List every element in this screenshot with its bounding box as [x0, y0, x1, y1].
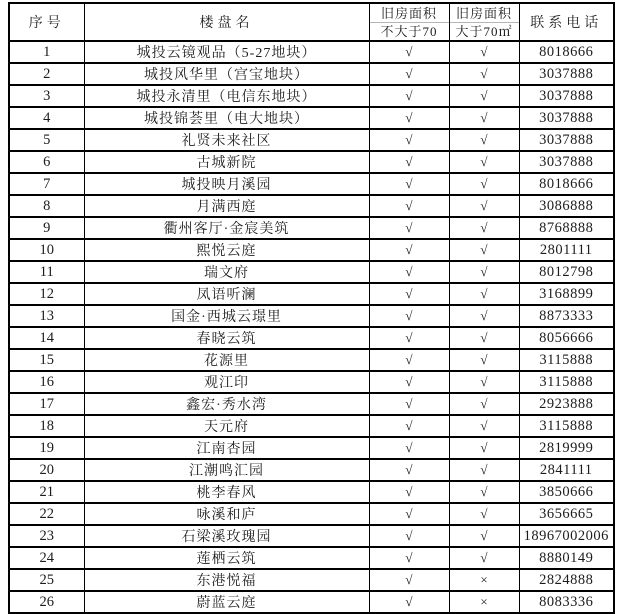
old-area-le70-mark-cell: √: [369, 481, 449, 503]
phone-cell: 3115888: [519, 415, 614, 437]
serial-cell: 6: [9, 151, 84, 173]
phone-cell: 3168899: [519, 283, 614, 305]
phone-cell: 3656665: [519, 503, 614, 525]
old-area-gt70-mark-cell: √: [449, 129, 519, 151]
table-row: [9, 305, 614, 327]
property-name-cell: 城投永清里（电信东地块）: [84, 85, 369, 107]
table-row: [9, 415, 614, 437]
serial-cell: 10: [9, 239, 84, 261]
phone-cell: 8083336: [519, 591, 614, 613]
serial-cell: 13: [9, 305, 84, 327]
serial-cell: 9: [9, 217, 84, 239]
old-area-gt70-mark-cell: √: [449, 239, 519, 261]
property-name-cell: 天元府: [84, 415, 369, 437]
table-row: [9, 547, 614, 569]
old-area-gt70-mark-cell: √: [449, 85, 519, 107]
old-area-gt70-mark-cell: √: [449, 371, 519, 393]
old-area-le70-mark-cell: √: [369, 327, 449, 349]
phone-cell: 3115888: [519, 371, 614, 393]
phone-cell: 8018666: [519, 41, 614, 63]
old-area-le70-mark-cell: √: [369, 459, 449, 481]
old-area-le70-mark-cell: √: [369, 261, 449, 283]
property-name-cell: 桃李春风: [84, 481, 369, 503]
old-area-le70-mark-cell: √: [369, 195, 449, 217]
phone-cell: 2824888: [519, 569, 614, 591]
serial-cell: 3: [9, 85, 84, 107]
old-area-gt70-mark-cell: √: [449, 437, 519, 459]
table-row: [9, 349, 614, 371]
serial-cell: 22: [9, 503, 84, 525]
property-name-cell: 城投锦荟里（电大地块）: [84, 107, 369, 129]
old-area-le70-mark-cell: √: [369, 415, 449, 437]
old-area-le70-mark-cell: √: [369, 591, 449, 613]
table-row: [9, 173, 614, 195]
table-row: [9, 283, 614, 305]
old-area-gt70-mark-cell: √: [449, 547, 519, 569]
old-area-gt70-mark-cell: √: [449, 415, 519, 437]
table-row: [9, 569, 614, 591]
serial-cell: 17: [9, 393, 84, 415]
old-area-gt70-mark-cell: √: [449, 525, 519, 547]
old-area-le70-mark-cell: √: [369, 569, 449, 591]
phone-cell: 2923888: [519, 393, 614, 415]
header-old-area-le70: [369, 3, 449, 41]
phone-cell: 3037888: [519, 63, 614, 85]
old-area-gt70-mark-cell: √: [449, 481, 519, 503]
phone-cell: 18967002006: [519, 525, 614, 547]
property-name-cell: 城投云镜观品（5-27地块）: [84, 41, 369, 63]
old-area-gt70-mark-cell: √: [449, 107, 519, 129]
old-area-gt70-mark-cell: √: [449, 283, 519, 305]
table-row: [9, 327, 614, 349]
serial-cell: 19: [9, 437, 84, 459]
header-old-area-le70-line2: 不大于70: [380, 23, 438, 39]
old-area-gt70-mark-cell: √: [449, 41, 519, 63]
old-area-gt70-mark-cell: √: [449, 459, 519, 481]
serial-cell: 24: [9, 547, 84, 569]
property-name-cell: 礼贤未来社区: [84, 129, 369, 151]
old-area-le70-mark-cell: √: [369, 63, 449, 85]
phone-cell: 3086888: [519, 195, 614, 217]
old-area-le70-mark-cell: √: [369, 349, 449, 371]
table-row: [9, 129, 614, 151]
old-area-le70-mark-cell: √: [369, 107, 449, 129]
old-area-gt70-mark-cell: √: [449, 195, 519, 217]
serial-cell: 2: [9, 63, 84, 85]
property-listing-table: [8, 2, 615, 614]
old-area-le70-mark-cell: √: [369, 437, 449, 459]
property-name-cell: 月满西庭: [84, 195, 369, 217]
serial-cell: 12: [9, 283, 84, 305]
table-row: [9, 591, 614, 613]
header-property-name: 楼盘名: [84, 3, 369, 41]
serial-cell: 8: [9, 195, 84, 217]
old-area-gt70-mark-cell: √: [449, 151, 519, 173]
phone-cell: 3037888: [519, 151, 614, 173]
old-area-gt70-mark-cell: √: [449, 349, 519, 371]
header-row: [9, 3, 614, 41]
table-row: [9, 63, 614, 85]
table-row: [9, 107, 614, 129]
old-area-gt70-mark-cell: √: [449, 393, 519, 415]
property-name-cell: 鑫宏·秀水湾: [84, 393, 369, 415]
table-header: [9, 3, 614, 41]
property-name-cell: 江南杏园: [84, 437, 369, 459]
phone-cell: 8880149: [519, 547, 614, 569]
property-name-cell: 江潮鸣汇园: [84, 459, 369, 481]
old-area-le70-mark-cell: √: [369, 371, 449, 393]
table-row: [9, 437, 614, 459]
serial-cell: 16: [9, 371, 84, 393]
header-old-area-le70-line1: 旧房面积: [370, 5, 449, 23]
old-area-le70-mark-cell: √: [369, 305, 449, 327]
phone-cell: 8012798: [519, 261, 614, 283]
property-name-cell: 莲栖云筑: [84, 547, 369, 569]
old-area-le70-mark-cell: √: [369, 129, 449, 151]
serial-cell: 7: [9, 173, 84, 195]
old-area-gt70-mark-cell: √: [449, 327, 519, 349]
header-old-area-gt70: [449, 3, 519, 41]
old-area-gt70-mark-cell: ×: [449, 591, 519, 613]
property-name-cell: 国金·西城云璟里: [84, 305, 369, 327]
property-name-cell: 花源里: [84, 349, 369, 371]
phone-cell: 3037888: [519, 107, 614, 129]
phone-cell: 3037888: [519, 129, 614, 151]
property-name-cell: 蔚蓝云庭: [84, 591, 369, 613]
table-row: [9, 85, 614, 107]
old-area-le70-mark-cell: √: [369, 239, 449, 261]
property-name-cell: 城投映月溪园: [84, 173, 369, 195]
table-row: [9, 481, 614, 503]
table-row: [9, 239, 614, 261]
phone-cell: 8018666: [519, 173, 614, 195]
phone-cell: 2819999: [519, 437, 614, 459]
property-name-cell: 瑞文府: [84, 261, 369, 283]
serial-cell: 14: [9, 327, 84, 349]
old-area-le70-mark-cell: √: [369, 151, 449, 173]
old-area-le70-mark-cell: √: [369, 217, 449, 239]
phone-cell: 8768888: [519, 217, 614, 239]
old-area-gt70-mark-cell: √: [449, 503, 519, 525]
old-area-le70-mark-cell: √: [369, 503, 449, 525]
serial-cell: 5: [9, 129, 84, 151]
serial-cell: 23: [9, 525, 84, 547]
old-area-gt70-mark-cell: √: [449, 261, 519, 283]
serial-cell: 1: [9, 41, 84, 63]
serial-cell: 25: [9, 569, 84, 591]
property-name-cell: 熙悦云庭: [84, 239, 369, 261]
table-row: [9, 503, 614, 525]
old-area-le70-mark-cell: √: [369, 547, 449, 569]
table-row: [9, 41, 614, 63]
property-name-cell: 咏溪和庐: [84, 503, 369, 525]
property-name-cell: 衢州客厅·金宸美筑: [84, 217, 369, 239]
old-area-gt70-mark-cell: √: [449, 173, 519, 195]
property-name-cell: 观江印: [84, 371, 369, 393]
table-row: [9, 261, 614, 283]
serial-cell: 4: [9, 107, 84, 129]
header-serial: 序号: [9, 3, 84, 41]
table-row: [9, 195, 614, 217]
phone-cell: 3850666: [519, 481, 614, 503]
serial-cell: 26: [9, 591, 84, 613]
old-area-le70-mark-cell: √: [369, 173, 449, 195]
old-area-le70-mark-cell: √: [369, 283, 449, 305]
table-body: [9, 41, 614, 613]
phone-cell: 8056666: [519, 327, 614, 349]
old-area-le70-mark-cell: √: [369, 41, 449, 63]
table-row: [9, 525, 614, 547]
header-phone: 联系电话: [519, 3, 614, 41]
property-name-cell: 城投风华里（宫宝地块）: [84, 63, 369, 85]
phone-cell: 2801111: [519, 239, 614, 261]
property-name-cell: 石梁溪玫瑰园: [84, 525, 369, 547]
header-old-area-gt70-line1: 旧房面积: [450, 5, 519, 23]
old-area-le70-mark-cell: √: [369, 525, 449, 547]
serial-cell: 21: [9, 481, 84, 503]
old-area-gt70-mark-cell: √: [449, 217, 519, 239]
table-row: [9, 371, 614, 393]
old-area-le70-mark-cell: √: [369, 85, 449, 107]
old-area-gt70-mark-cell: ×: [449, 569, 519, 591]
serial-cell: 20: [9, 459, 84, 481]
header-old-area-gt70-line2: 大于70㎡: [455, 23, 513, 39]
serial-cell: 15: [9, 349, 84, 371]
phone-cell: 8873333: [519, 305, 614, 327]
phone-cell: 2841111: [519, 459, 614, 481]
serial-cell: 11: [9, 261, 84, 283]
old-area-le70-mark-cell: √: [369, 393, 449, 415]
phone-cell: 3115888: [519, 349, 614, 371]
property-name-cell: 春晓云筑: [84, 327, 369, 349]
phone-cell: 3037888: [519, 85, 614, 107]
table-row: [9, 459, 614, 481]
old-area-gt70-mark-cell: √: [449, 63, 519, 85]
property-name-cell: 东港悦福: [84, 569, 369, 591]
table-row: [9, 217, 614, 239]
table-row: [9, 151, 614, 173]
old-area-gt70-mark-cell: √: [449, 305, 519, 327]
property-name-cell: 凤语听澜: [84, 283, 369, 305]
table-row: [9, 393, 614, 415]
property-name-cell: 古城新院: [84, 151, 369, 173]
serial-cell: 18: [9, 415, 84, 437]
